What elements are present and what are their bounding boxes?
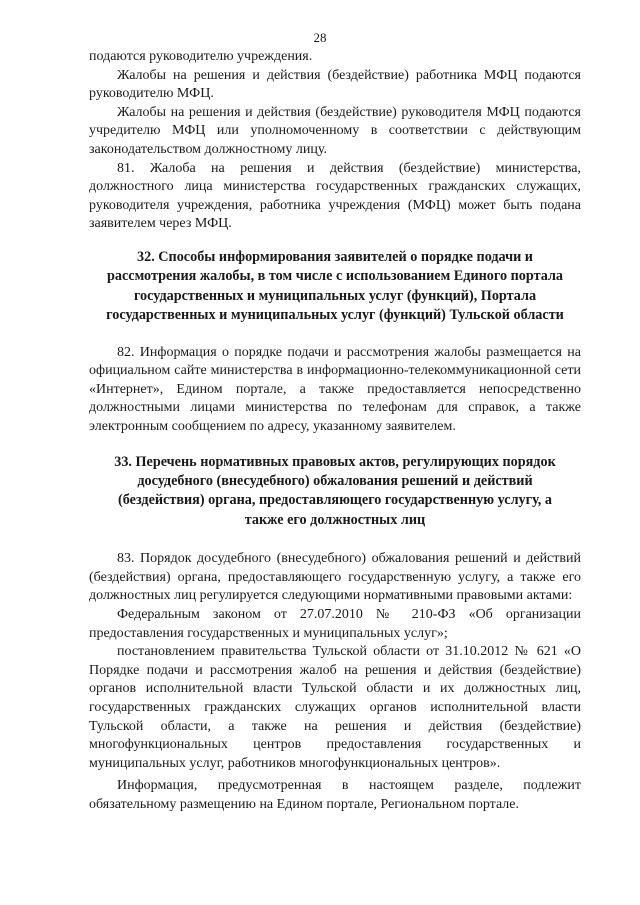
section-heading-33: 33. Перечень нормативных правовых актов, регулирующих порядок досудебного (внесудебного) обжалования решений и действий (бездействия) органа, предоставляющего государственную услугу, а также его должностных лиц [114, 453, 556, 528]
paragraph-continuation: подаются руководителю учреждения. [89, 49, 313, 64]
paragraph-mfc-head-complaints: Жалобы на решения и действия (бездействие) руководителя МФЦ подаются учредителю МФЦ или уполномоченному в соответствии с действующим законодательством должностному лицу. [89, 104, 581, 157]
paragraph-82: 82. Информация о порядке подачи и рассмотрения жалобы размещается на официальном сайте министерства в информационно-телекоммуникационной сети «Интернет», Едином портале, а также предоставляется непосредственно должностными лицами министерства по телефонам для справок, а также электронным сообщением по адресу, указанному заявителем. [89, 344, 581, 434]
paragraph-publication-note: Информация, предусмотренная в настоящем разделе, подлежит обязательному размещению на Едином портале, Региональном портале. [89, 778, 581, 812]
document-body [89, 48, 581, 814]
paragraph-regional-resolution: постановлением правительства Тульской области от 31.10.2012 № 621 «О Порядке подачи и рассмотрения жалоб на решения и действия (бездействие) органов исполнительной власти Тульской области и их должностных лиц, государственных гражданских служащих органов исполнительной власти Тульской области, а также на решения и действия (бездействие) многофункциональных центров предоставления государственных и муниципальных услуг, работников многофункциональных центров». [89, 644, 581, 771]
page-number: 28 [313, 30, 327, 45]
paragraph-federal-law: Федеральным законом от 27.07.2010 № 210-ФЗ «Об организации предоставления государственных и муниципальных услуг»; [89, 606, 581, 641]
paragraph-81: 81. Жалоба на решения и действия (бездействие) министерства, должностного лица министерства государственных гражданских служащих, руководителя учреждения, работника учреждения (МФЦ) может быть подана заявителем через МФЦ. [89, 160, 581, 232]
section-heading-32: 32. Способы информирования заявителей о порядке подачи и рассмотрения жалобы, в том числе с использованием Единого портала государственных и муниципальных услуг (функций), Портала государственных и муниципальных услуг (функций) Тульской области [106, 248, 564, 324]
paragraph-mfc-worker-complaints: Жалобы на решения и действия (бездействие) работника МФЦ подаются руководителю МФЦ. [89, 67, 581, 102]
paragraph-83: 83. Порядок досудебного (внесудебного) обжалования решений и действий (бездействия) органа, предоставляющего государственную услугу, а также его должностных лиц регулируется следующими нормативными правовыми актами: [89, 551, 581, 604]
